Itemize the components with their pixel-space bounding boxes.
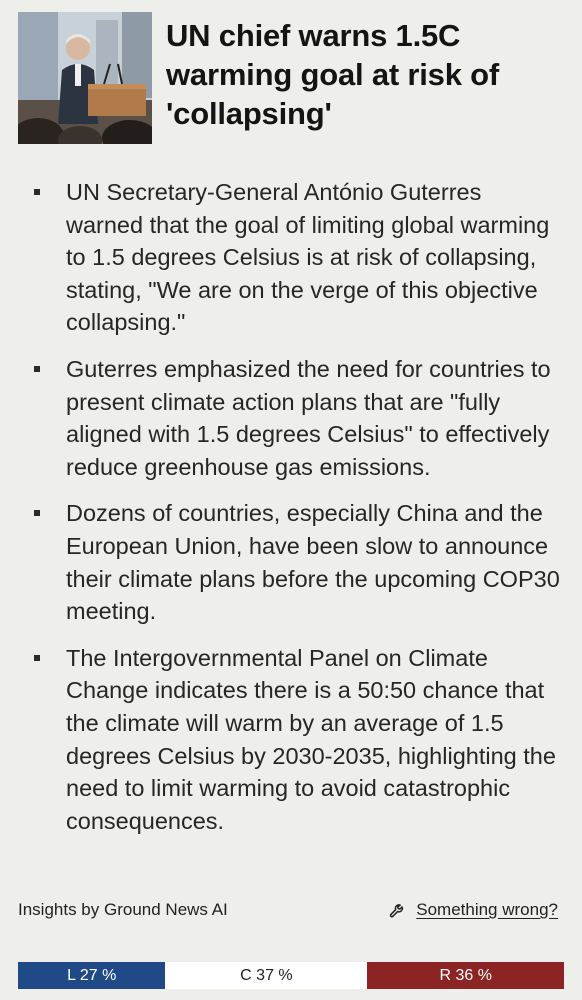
bullet-marker	[34, 655, 40, 661]
ai-attribution: Insights by Ground News AI	[18, 900, 228, 919]
summary-bullet	[30, 497, 560, 627]
bias-right-label: R 36 %	[439, 966, 492, 984]
bullet-marker	[34, 510, 40, 516]
bias-left-segment	[18, 962, 165, 989]
bias-center-label: C 37 %	[240, 966, 293, 984]
summary-list	[30, 176, 560, 851]
wrench-icon	[388, 900, 408, 920]
summary-bullet	[30, 176, 560, 339]
summary-bullet	[30, 353, 560, 483]
insights-footer	[18, 900, 558, 920]
summary-bullet-text: Dozens of countries, especially China and the European Union, have been slow to announce their climate plans before the upcoming COP30 meeting.	[66, 500, 560, 625]
summary-bullet-text: UN Secretary-General António Guterres warned that the goal of limiting global warming to 1.5 degrees Celsius is at risk of collapsing, stating, "We are on the verge of this objective collapsing."	[66, 179, 550, 336]
bias-distribution-bar[interactable]	[18, 962, 564, 989]
summary-bullet-text: The Intergovernmental Panel on Climate Change indicates there is a 50:50 chance that the climate will warm by an average of 1.5 degrees Celsius by 2030-2035, highlighting the need to limit warming to avoid catastrophic consequences.	[66, 644, 556, 834]
summary-bullet	[30, 642, 560, 838]
summary-bullet-text: Guterres emphasized the need for countries to present climate action plans that are "fully aligned with 1.5 degrees Celsius" to effectively reduce greenhouse gas emissions.	[66, 355, 551, 480]
article-thumbnail[interactable]	[18, 12, 152, 144]
bias-center-segment	[165, 962, 367, 989]
speaker-at-podium-photo	[18, 12, 152, 144]
report-issue-button[interactable]	[388, 900, 558, 920]
article-title[interactable]: UN chief warns 1.5C warming goal at risk of 'collapsing'	[166, 18, 500, 131]
bullet-marker	[34, 189, 40, 195]
bias-left-label: L 27 %	[67, 966, 117, 984]
article-header	[18, 12, 566, 144]
bullet-marker	[34, 366, 40, 372]
report-issue-label[interactable]: Something wrong?	[416, 900, 558, 919]
bias-right-segment	[367, 962, 564, 989]
